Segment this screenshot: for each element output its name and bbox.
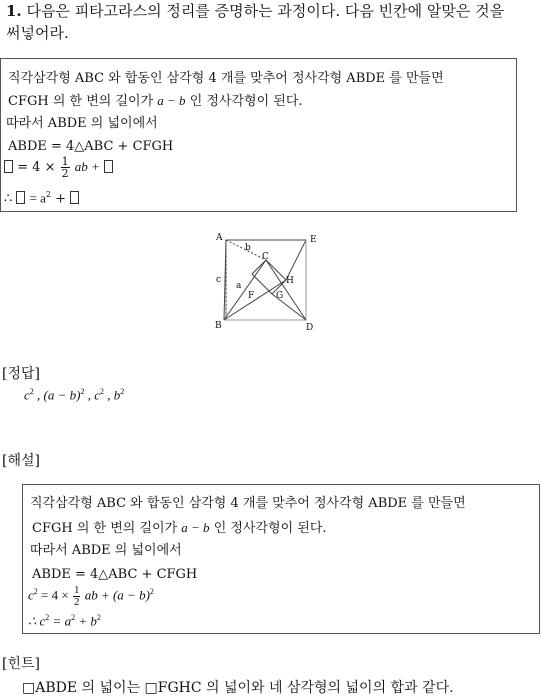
explanation-line-5	[28, 583, 154, 608]
problem-line-6-exp: 2	[45, 190, 52, 199]
label-B: B	[215, 321, 222, 331]
explanation-line-5-exp2: 2	[149, 587, 154, 596]
explanation-line-6-exp3: 2	[96, 613, 101, 622]
answer-exp-2: 2	[80, 387, 85, 396]
line-EH	[286, 240, 306, 280]
question-line-2: 써넣어라.	[6, 24, 69, 42]
answer-amb: (a − b)	[43, 387, 81, 403]
answer-sep-2: ,	[87, 387, 91, 403]
blank-box-4[interactable]	[70, 191, 79, 204]
fraction-denominator: 2	[61, 167, 69, 180]
explanation-line-4: ABDE = 4△ABC + CFGH	[32, 567, 198, 582]
problem-line-6-plus: +	[55, 191, 67, 207]
answer-c: c	[24, 387, 30, 403]
blank-box-1[interactable]	[4, 160, 13, 173]
label-F: F	[248, 291, 255, 301]
fraction-half	[61, 156, 70, 179]
answer-b: b	[113, 387, 121, 403]
question-line-1	[6, 0, 504, 22]
problem-line-2-suffix: 인 정사각형이 된다.	[189, 94, 303, 109]
answer-exp-4: 2	[120, 387, 125, 396]
problem-line-2	[8, 92, 303, 111]
problem-line-5-eq: = 4 ×	[17, 160, 56, 175]
answer-sep-1: ,	[37, 387, 41, 403]
answer-c2: c	[94, 387, 100, 403]
label-H: H	[286, 276, 294, 286]
line-BC	[224, 260, 266, 320]
blank-box-3[interactable]	[16, 191, 25, 204]
answer-exp-1: 2	[29, 387, 34, 396]
problem-line-6-mid: = a	[29, 190, 46, 206]
explanation-line-5-exp: 2	[33, 587, 38, 596]
problem-line-4: ABDE = 4△ABC + CFGH	[8, 139, 174, 154]
label-a: a	[236, 281, 242, 291]
explanation-header: [해설]	[2, 453, 40, 469]
blank-box-2[interactable]	[104, 160, 113, 173]
label-b: b	[245, 243, 251, 253]
explanation-line-5-eq: = 4 ×	[41, 587, 69, 603]
label-G: G	[276, 291, 284, 301]
explanation-line-5-tail: ab + (a − b)	[84, 587, 150, 603]
explanation-line-6-plus: + b	[78, 613, 97, 629]
problem-line-2-expr: a − b	[157, 93, 186, 108]
problem-line-6	[4, 186, 79, 208]
explanation-line-6-prefix: ∴ c	[28, 613, 46, 629]
answer-exp-3: 2	[100, 387, 104, 396]
fraction-numerator: 1	[61, 155, 69, 168]
label-E: E	[310, 235, 317, 245]
answer-sep-3: ,	[107, 387, 111, 403]
explanation-line-2-prefix: CFGH 의 한 변의 길이가	[32, 521, 178, 536]
explanation-line-5-c: c	[28, 587, 34, 603]
answer-line	[24, 387, 124, 403]
explanation-fraction-half	[73, 585, 81, 608]
explanation-line-6-mid: = a	[52, 613, 72, 629]
explanation-line-3: 따라서 ABDE 의 넓이에서	[30, 543, 182, 558]
explanation-line-6	[28, 609, 101, 630]
label-A: A	[216, 233, 223, 243]
problem-line-5-tail: ab +	[74, 159, 100, 174]
explanation-fraction-denominator: 2	[73, 595, 80, 608]
explanation-line-6-exp: 2	[45, 613, 50, 622]
therefore-symbol: ∴	[4, 191, 13, 207]
problem-line-2-prefix: CFGH 의 한 변의 길이가	[8, 94, 154, 109]
explanation-fraction-numerator: 1	[73, 583, 80, 596]
line-CD	[266, 260, 306, 320]
problem-line-5	[4, 156, 113, 179]
explanation-line-2	[32, 519, 327, 538]
question-text-1: 다음은 피타고라스의 정리를 증명하는 과정이다. 다음 빈칸에 알맞은 것을	[26, 2, 505, 20]
explanation-line-2-expr: a − b	[181, 520, 210, 535]
problem-line-3: 따라서 ABDE 의 넓이에서	[6, 116, 158, 131]
explanation-line-2-suffix: 인 정사각형이 된다.	[213, 521, 327, 536]
hint-text: □ABDE 의 넓이는 □FGHC 의 넓이와 네 삼각형의 넓이의 합과 같다.	[22, 680, 454, 696]
answer-header: [정답]	[2, 366, 40, 382]
hint-header: [힌트]	[2, 656, 40, 672]
pythagoras-figure	[210, 228, 330, 336]
label-D: D	[306, 323, 314, 333]
problem-line-1: 직각삼각형 ABC 와 합동인 삼각형 4 개를 맞추어 정사각형 ABDE 를 만들면	[8, 71, 444, 86]
question-number: 1.	[6, 2, 22, 20]
explanation-line-6-exp2: 2	[71, 613, 76, 622]
explanation-line-1: 직각삼각형 ABC 와 합동인 삼각형 4 개를 맞추어 정사각형 ABDE 를 만들면	[30, 496, 466, 511]
label-c: c	[216, 275, 222, 285]
label-C: C	[262, 252, 269, 262]
